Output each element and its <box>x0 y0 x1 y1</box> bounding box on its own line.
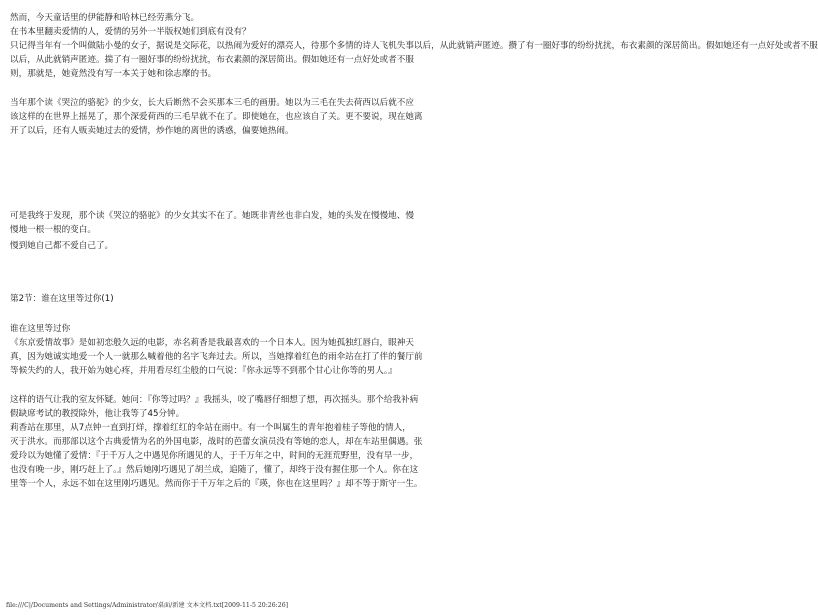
text-line: 以后，从此就销声匿迹。揣了有一圈好事的纷纷扰扰，布衣素颜的深居简出。假如她还有一点好处或者不服 <box>10 55 414 65</box>
text-line: 慢到她自己都不爱自己了。 <box>10 241 114 251</box>
text-line: 也没有晚一步，刚巧赶上了。』然后她刚巧遇见了胡兰成，追随了，懂了，却终于没有握住那一个人。你在这 <box>10 465 419 475</box>
text-line: 真，因为她诚实地爱一个人一就那么喊着他的名字飞奔过去。所以，当她撑着红色的雨伞站在打了伴的餐厅前 <box>10 352 423 362</box>
text-line: 里等一个人，永远不如在这里刚巧遇见。然而你于千万年之后的『瑛，你也在这里吗？』却不等于斯守一生。 <box>10 479 423 489</box>
text-line: 爱玲以为她懂了爱情：『于千万人之中遇见你所遇见的人，于千万年之中，时间的无涯荒野里，没有早一步， <box>10 451 419 461</box>
text-line: 莉香站在那里，从7点钟一直到打烊，撑着红红的伞站在雨中。有一个叫属生的青年抱着桂子等他的情人， <box>10 423 411 433</box>
text-line: 则，那就是，她竟然没有写一本关于她和徐志摩的书。 <box>10 69 217 79</box>
text-line: 慢地一根一根的变白。 <box>10 225 96 235</box>
text-line: 然而，今天童话里的伊能静和哈林已经劳燕分飞。 <box>10 13 200 23</box>
text-line: 可是我终于发现，那个读《哭泣的骆驼》的少女其实不在了。她既非青丝也非白发，她的头发在慢慢地、慢 <box>10 211 414 221</box>
text-line: 等候失约的人，我开始为她心疼，并用看尽红尘般的口气说：『你永远等不到那个甘心让你等的男人。』 <box>10 366 397 376</box>
text-line: 灭于洪水。而那部以这个古典爱情为名的外国电影，战时的芭蕾女演员没有等她的恋人，却在车站里偶遇。张 <box>10 437 423 447</box>
file-path-footer: file:///C|/Documents and Settings/Administrator/桌面/新建 文本文档.txt[2009-11-5 20:26:26] <box>6 602 289 609</box>
text-line: 在书本里翻卖爱情的人，爱情的另外一半版权她们到底有没有？ <box>10 27 251 37</box>
section-heading: 第2节：谁在这里等过你(1) <box>10 294 114 304</box>
text-line: 开了以后，还有人贩卖她过去的爱情，炒作她的离世的诱惑，偏要她热闹。 <box>10 126 294 136</box>
text-line: 《东京爱情故事》是如初恋般久远的电影，赤名莉香是我最喜欢的一个日本人。因为她孤独红唇白，眼神天 <box>10 338 414 348</box>
text-line: 这样的语气让我的室友怀疑。她问：『你等过吗？』我摇头，咬了嘴唇仔细想了想，再次摇头。那个给我补病 <box>10 395 419 405</box>
subsection-title: 谁在这里等过你 <box>10 324 71 334</box>
text-line: 只记得当年有一个叫做陆小曼的女子，据说是交际花，以热闹为爱好的漂亮人，待那个多情的诗人飞机失事以后，从此就销声匿迹。攒了有一圈好事的纷纷扰扰，布衣素颜的深居简出。假如她还有一点好处或者不服 <box>10 41 818 51</box>
text-line: 假缺席考试的教授除外，他让我等了45分钟。 <box>10 409 185 419</box>
text-line: 当年那个读《哭泣的骆驼》的少女，长大后断然不会买那本三毛的画册。她以为三毛在失去荷西以后就不应 <box>10 98 414 108</box>
text-line: 该这样的在世界上摇晃了，那个深爱荷西的三毛早就不在了。即使她在，也应该自了关。更不要说，现在她离 <box>10 112 423 122</box>
